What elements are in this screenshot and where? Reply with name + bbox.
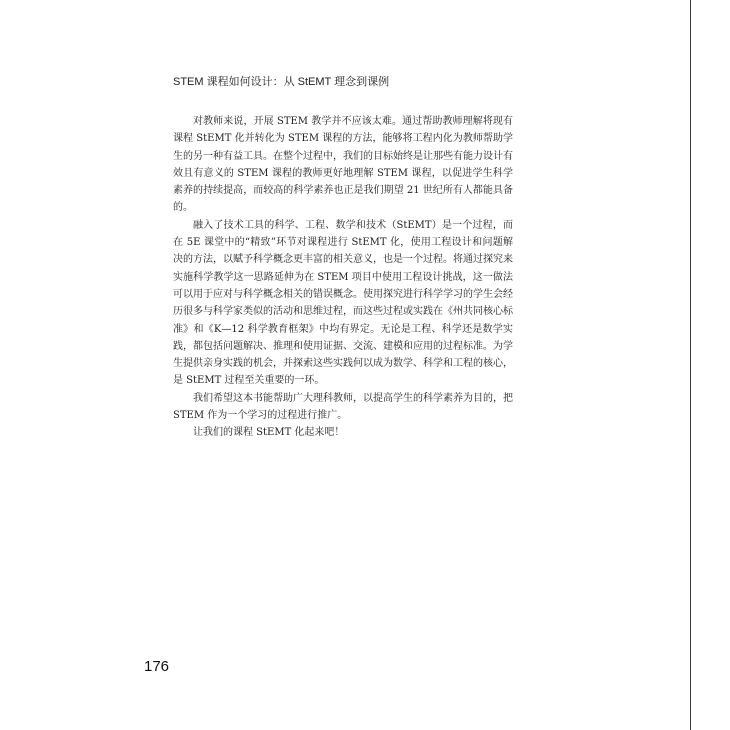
page-number: 176 <box>144 658 170 675</box>
page-edge-line <box>690 0 691 730</box>
paragraph: 对教师来说，开展 STEM 教学并不应该太难。通过帮助教师理解将现有课程 StEMT 化并转化为 STEM 课程的方法，能够将工程内化为教师帮助学生的另一种有益工具。在整个过程中，我们的目标始终是让那些有能力设计有效且有意义的 STEM 课程的教师更好地理解 STEM 课程，以促进学生科学素养的持续提高，而较高的科学素养也正是我们期望 21 世纪所有人都能具备的。 <box>173 116 513 214</box>
running-head: STEM 课程如何设计：从 StEMT 理念到课例 <box>173 76 390 88</box>
body-text <box>173 113 513 442</box>
paragraph: 让我们的课程 StEMT 化起来吧！ <box>193 427 345 439</box>
paragraph: 融入了技术工具的科学、工程、数学和技术（StEMT）是一个过程，而在 5E 课堂中的“精致”环节对课程进行 StEMT 化，使用工程设计和问题解决的方法，以赋予科学概念更丰富的相关意义，也是一个过程。将通过探究来实施科学教学这一思路延伸为在 STEM 项目中使用工程设计挑战，这一做法可以用于应对与科学概念相关的错误概念。使用探究进行科学学习的学生会经历很多与科学家类似的活动和思维过程，而这些过程或实践在《州共同核心标准》和《K—12 科学教育框架》中均有界定。无论是工程、科学还是数学实践，都包括问题解决、推理和使用证据、交流、建模和应用的过程标准。为学生提供亲身实践的机会，并探索这些实践何以成为数学、科学和工程的核心，是 StEMT 过程至关重要的一环。 <box>173 219 513 387</box>
paragraph: 我们希望这本书能帮助广大理科教师，以提高学生的科学素养为目的，把 STEM 作为一个学习的过程进行推广。 <box>173 392 513 422</box>
